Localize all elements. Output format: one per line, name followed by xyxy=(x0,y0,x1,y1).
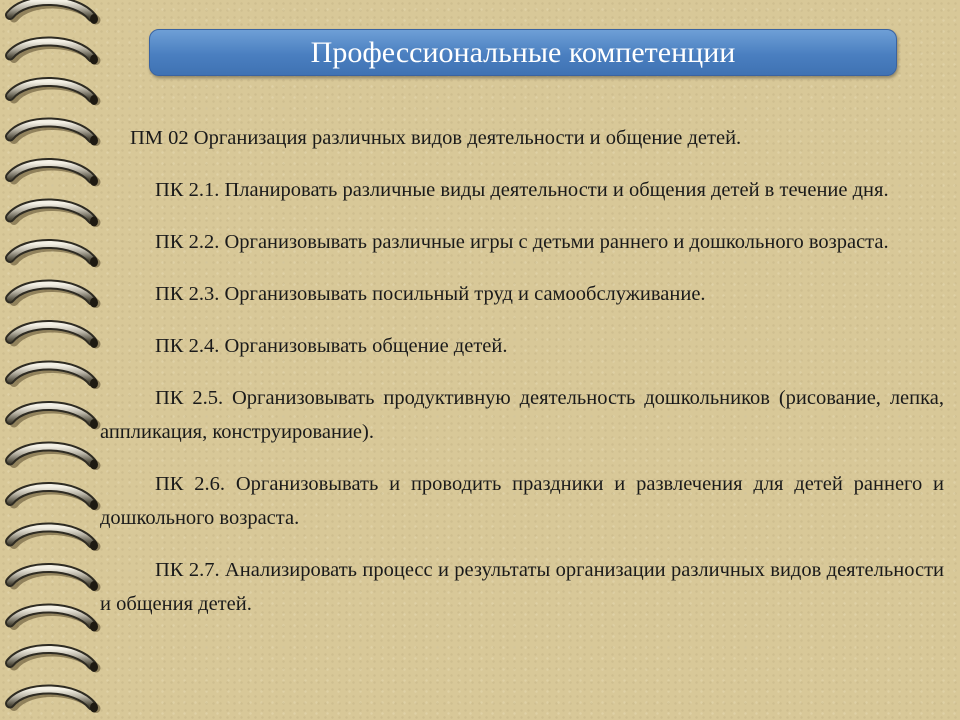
spiral-ring-icon xyxy=(10,1,98,24)
competency-item: ПК 2.3. Организовывать посильный труд и самообслуживание. xyxy=(155,283,706,305)
spiral-ring-icon xyxy=(10,608,98,631)
spiral-binding-icon xyxy=(0,0,110,720)
spiral-ring-icon xyxy=(10,365,98,388)
competency-item: ПК 2.2. Организовывать различные игры с детьми раннего и дошкольного возраста. xyxy=(155,231,889,253)
spiral-ring-icon xyxy=(10,41,98,64)
competency-item: ПК 2.6. Организовывать и проводить праздники и развлечения для детей раннего и дошкольного возраста. xyxy=(100,473,944,529)
competency-item: ПК 2.7. Анализировать процесс и результаты организации различных видов деятельности и общения детей. xyxy=(100,559,944,615)
spiral-ring-icon xyxy=(10,82,98,105)
module-heading: ПМ 02 Организация различных видов деятельности и общение детей. xyxy=(130,127,742,149)
spiral-ring-icon xyxy=(10,689,98,712)
competency-item: ПК 2.5. Организовывать продуктивную деятельность дошкольников (рисование, лепка, аппликация, конструирование). xyxy=(100,387,944,443)
spiral-ring-icon xyxy=(10,203,98,226)
spiral-ring-icon xyxy=(10,568,98,591)
spiral-ring-icon xyxy=(10,325,98,348)
spiral-ring-icon xyxy=(10,284,98,307)
spiral-ring-icon xyxy=(10,649,98,672)
spiral-ring-icon xyxy=(10,527,98,550)
page-title-text: Профессиональные компетенции xyxy=(310,35,736,69)
spiral-ring-icon xyxy=(10,406,98,429)
spiral-ring-icon xyxy=(10,122,98,145)
competency-item: ПК 2.1. Планировать различные виды деятельности и общения детей в течение дня. xyxy=(155,179,889,201)
spiral-ring-icon xyxy=(10,244,98,267)
competencies-list xyxy=(100,121,944,621)
spiral-ring-icon xyxy=(10,163,98,186)
spiral-ring-icon xyxy=(10,446,98,469)
spiral-ring-icon xyxy=(10,487,98,510)
competency-item: ПК 2.4. Организовывать общение детей. xyxy=(155,335,508,357)
page-title xyxy=(149,29,897,76)
